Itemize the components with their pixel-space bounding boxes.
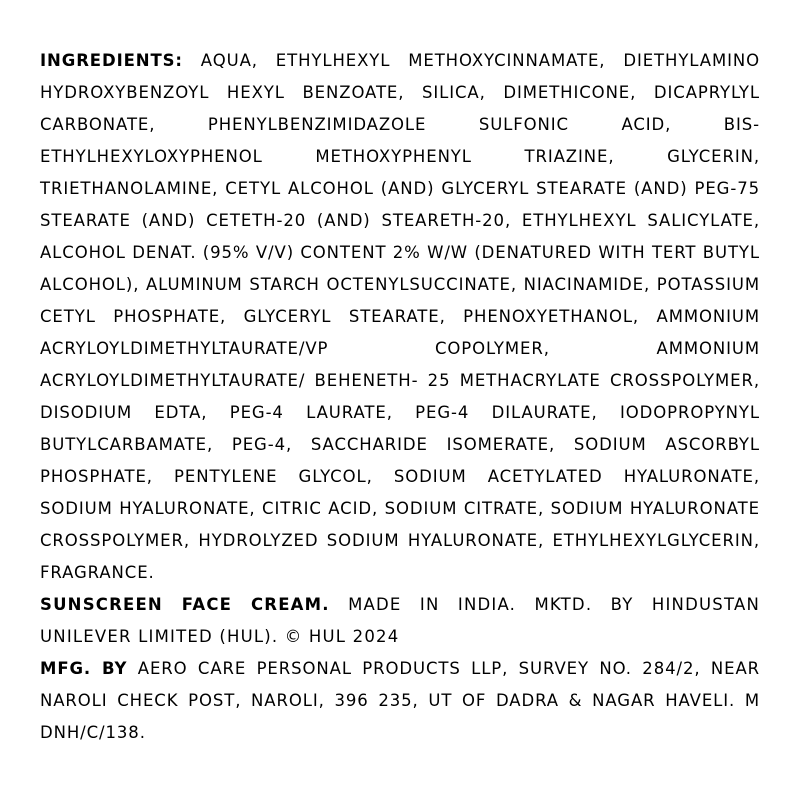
product-name: SUNSCREEN FACE CREAM. xyxy=(40,595,330,614)
ingredients-paragraph xyxy=(40,45,760,589)
ingredients-label xyxy=(40,45,760,749)
manufacturer-paragraph xyxy=(40,653,760,749)
ingredients-list: AQUA, ETHYLHEXYL METHOXYCINNAMATE, DIETHYLAMINO HYDROXYBENZOYL HEXYL BENZOATE, SILICA, DIMETHICONE, DICAPRYLYL CARBONATE, PHENYLBENZIMIDAZOLE SULFONIC ACID, BIS-ETHYLHEXYLOXYPHENOL METHOXYPHENYL TRIAZINE, GLYCERIN, TRIETHANOLAMINE, CETYL ALCOHOL (AND) GLYCERYL STEARATE (AND) PEG-75 STEARATE (AND) CETETH-20 (AND) STEARETH-20, ETHYLHEXYL SALICYLATE, ALCOHOL DENAT. (95% V/V) CONTENT 2% W/W (DENATURED WITH TERT BUTYL ALCOHOL), ALUMINUM STARCH OCTENYLSUCCINATE, NIACINAMIDE, POTASSIUM CETYL PHOSPHATE, GLYCERYL STEARATE, PHENOXYETHANOL, AMMONIUM ACRYLOYLDIMETHYLTAURATE/VP COPOLYMER, AMMONIUM ACRYLOYLDIMETHYLTAURATE/ BEHENETH- 25 METHACRYLATE CROSSPOLYMER, DISODIUM EDTA, PEG-4 LAURATE, PEG-4 DILAURATE, IODOPROPYNYL BUTYLCARBAMATE, PEG-4, SACCHARIDE ISOMERATE, SODIUM ASCORBYL PHOSPHATE, PENTYLENE GLYCOL, SODIUM ACETYLATED HYALURONATE, SODIUM HYALURONATE, CITRIC ACID, SODIUM CITRATE, SODIUM HYALURONATE CROSSPOLYMER, HYDROLYZED SODIUM HYALURONATE, ETHYLHEXYLGLYCERIN, FRAGRANCE. xyxy=(40,51,760,582)
manufacturer-address: AERO CARE PERSONAL PRODUCTS LLP, SURVEY NO. 284/2, NEAR NAROLI CHECK POST, NAROLI, 396 235, UT OF DADRA & NAGAR HAVELI. M DNH/C/138. xyxy=(40,659,760,742)
manufacturer-heading: MFG. BY xyxy=(40,659,128,678)
marketer-info: MADE IN INDIA. MKTD. BY HINDUSTAN UNILEVER LIMITED (HUL). © HUL 2024 xyxy=(40,595,760,646)
product-paragraph xyxy=(40,589,760,653)
ingredients-heading: INGREDIENTS: xyxy=(40,51,183,70)
